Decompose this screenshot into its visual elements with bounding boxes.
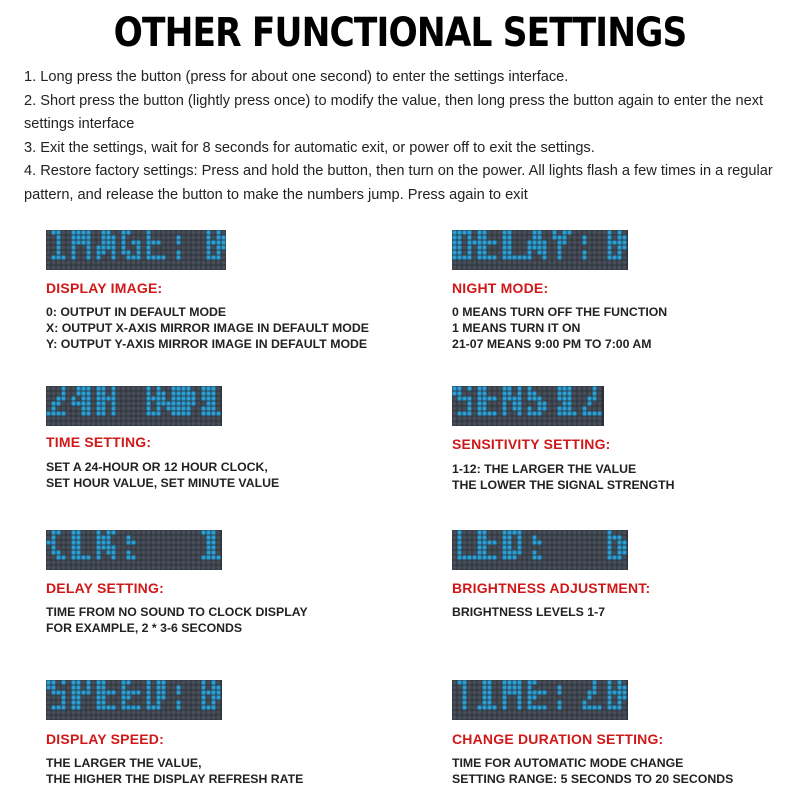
led-matrix-canvas xyxy=(452,530,628,570)
setting-description xyxy=(452,604,605,620)
led-matrix-display xyxy=(46,386,222,426)
setting-description xyxy=(452,461,675,493)
led-matrix-canvas xyxy=(46,230,226,270)
page-title: OTHER FUNCTIONAL SETTINGS xyxy=(113,10,687,56)
instruction-step: 2. Short press the button (lightly press once) to modify the value, then long press the button again to enter the next settings interface xyxy=(24,92,764,132)
setting-heading: NIGHT MODE: xyxy=(452,280,549,296)
setting-description xyxy=(46,604,308,636)
setting-description-line: Y: OUTPUT Y-AXIS MIRROR IMAGE IN DEFAULT MODE xyxy=(46,337,368,351)
led-matrix-canvas xyxy=(452,680,628,720)
setting-description-line: SET A 24-HOUR OR 12 HOUR CLOCK, xyxy=(46,460,268,474)
led-matrix-display xyxy=(452,386,604,426)
setting-heading: TIME SETTING: xyxy=(46,434,152,450)
led-matrix-canvas xyxy=(46,386,222,426)
instruction-step: 4. Restore factory settings: Press and hold the button, then turn on the power. All lights flash a few times in a regular pattern, and release the button to make the numbers jump. Press again to exit xyxy=(24,163,773,203)
led-matrix-display xyxy=(452,530,628,570)
led-matrix-canvas xyxy=(452,386,604,426)
led-matrix-display xyxy=(452,680,628,720)
instruction-step: 1. Long press the button (press for about one second) to enter the settings interface. xyxy=(24,69,569,85)
setting-description-line: 21-07 MEANS 9:00 PM TO 7:00 AM xyxy=(452,337,652,351)
led-matrix-display xyxy=(46,230,226,270)
setting-description xyxy=(46,304,369,352)
led-matrix-canvas xyxy=(46,680,222,720)
led-matrix-canvas xyxy=(46,530,222,570)
setting-description-line: SETTING RANGE: 5 SECONDS TO 20 SECONDS xyxy=(452,772,734,786)
setting-description-line: 1 MEANS TURN IT ON xyxy=(452,321,581,335)
setting-description xyxy=(46,755,303,787)
setting-description-line: THE HIGHER THE DISPLAY REFRESH RATE xyxy=(46,772,304,786)
setting-description-line: TIME FOR AUTOMATIC MODE CHANGE xyxy=(452,756,684,770)
led-matrix-display xyxy=(452,230,628,270)
setting-description-line: SET HOUR VALUE, SET MINUTE VALUE xyxy=(46,476,280,490)
led-matrix-canvas xyxy=(452,230,628,270)
led-matrix-display xyxy=(46,530,222,570)
setting-description-line: TIME FROM NO SOUND TO CLOCK DISPLAY xyxy=(46,605,308,619)
setting-heading: CHANGE DURATION SETTING: xyxy=(452,731,664,747)
setting-description-line: BRIGHTNESS LEVELS 1-7 xyxy=(452,605,606,619)
setting-heading: BRIGHTNESS ADJUSTMENT: xyxy=(452,580,651,596)
setting-heading: SENSITIVITY SETTING: xyxy=(452,436,611,452)
setting-description-line: 0 MEANS TURN OFF THE FUNCTION xyxy=(452,305,668,319)
setting-description-line: THE LOWER THE SIGNAL STRENGTH xyxy=(452,478,675,492)
setting-description xyxy=(452,304,667,352)
instruction-steps xyxy=(24,66,784,207)
setting-description xyxy=(46,459,279,491)
setting-description-line: X: OUTPUT X-AXIS MIRROR IMAGE IN DEFAULT MODE xyxy=(46,321,369,335)
setting-description-line: 1-12: THE LARGER THE VALUE xyxy=(452,462,637,476)
setting-description-line: THE LARGER THE VALUE, xyxy=(46,756,202,770)
instruction-step: 3. Exit the settings, wait for 8 seconds for automatic exit, or power off to exit the settings. xyxy=(24,139,595,156)
setting-description xyxy=(452,755,733,787)
setting-heading: DISPLAY IMAGE: xyxy=(46,280,163,296)
setting-heading: DELAY SETTING: xyxy=(46,580,164,596)
led-matrix-display xyxy=(46,680,222,720)
setting-description-line: FOR EXAMPLE, 2 * 3-6 SECONDS xyxy=(46,621,243,635)
setting-description-line: 0: OUTPUT IN DEFAULT MODE xyxy=(46,305,227,319)
setting-heading: DISPLAY SPEED: xyxy=(46,731,164,747)
